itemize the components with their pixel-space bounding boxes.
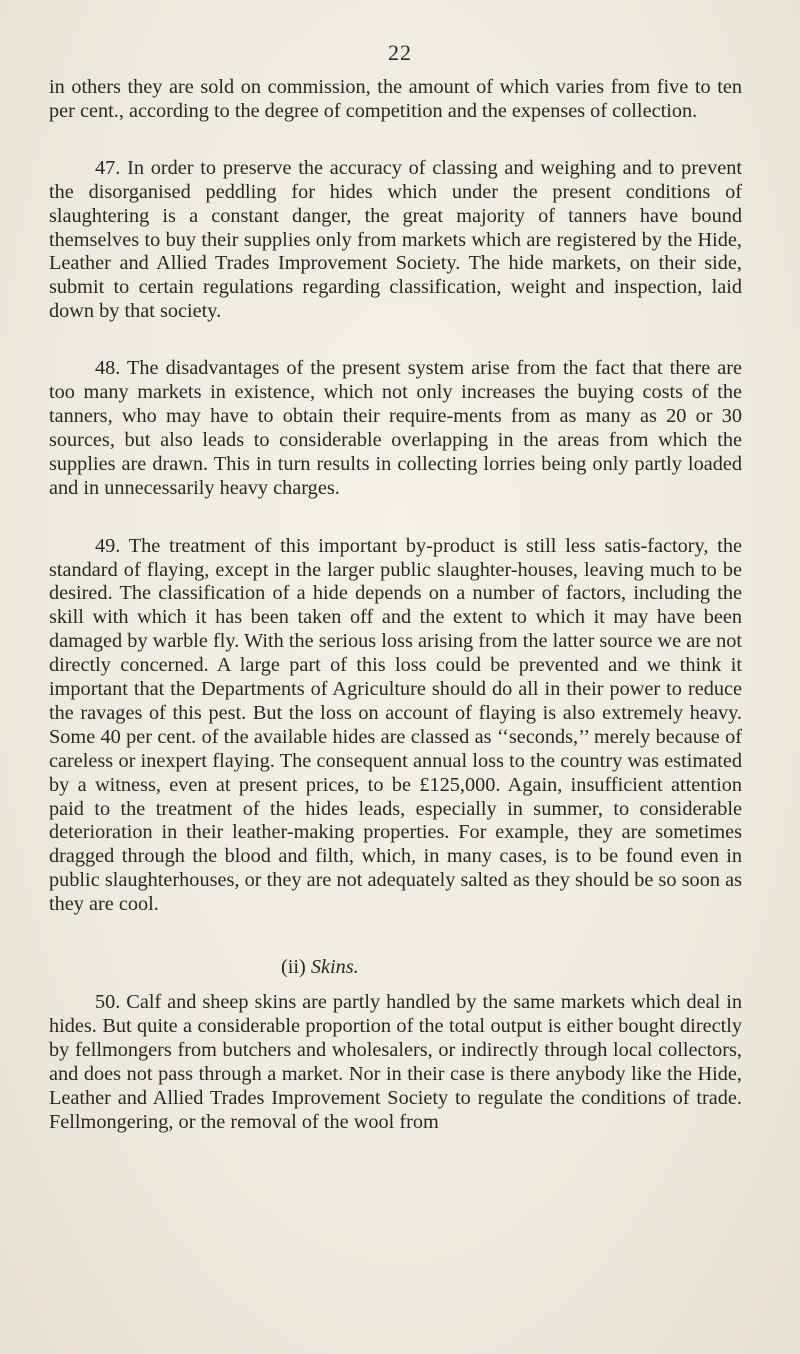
body-text — [49, 76, 742, 1167]
paragraph-continuation: in others they are sold on commission, the amount of which varies from five to ten per cent., according to the degree of competition and the expenses of collection. — [49, 76, 742, 122]
paragraph-47: 47. In order to preserve the accuracy of classing and weighing and to prevent the disorganised peddling for hides which under the present conditions of slaughtering is a constant danger, the great majority of tanners have bound themselves to buy their supplies only from markets which are registered by the Hide, Leather and Allied Trades Improvement Society. The hide markets, on their side, submit to certain regulations regarding classification, weight and inspection, laid down by that society. — [49, 156, 742, 323]
page-number: 22 — [388, 40, 412, 65]
paragraph-48: 48. The disadvantages of the present system arise from the fact that there are too many markets in existence, which not only increases the buying costs of the tanners, who may have to obtain their require-ments from as many as 20 or 30 sources, but also leads to considerable overlapping in the areas from which the supplies are drawn. This in turn results in collecting lorries being only partly loaded and in unnecessarily heavy charges. — [49, 357, 742, 499]
subheading-title: Skins. — [310, 956, 359, 979]
section-subheading — [49, 955, 742, 979]
paragraph-49: 49. The treatment of this important by-product is still less satis-factory, the standard of flaying, except in the larger public slaughter-houses, leaving much to be desired. The classification of a hide depends on a number of factors, including the skill with which it has been taken off and the extent to which it may have been damaged by warble fly. With the serious loss arising from the latter source we are not directly concerned. A large part of this loss could be prevented and we think it important that the Departments of Agriculture should do all in their power to reduce the ravages of this pest. But the loss on account of flaying is also extremely heavy. Some 40 per cent. of the available hides are classed as ‘‘seconds,’’ merely because of careless or inexpert flaying. The consequent annual loss to the country was estimated by a witness, even at present prices, to be £125,000. Again, insufficient attention paid to the treatment of the hides leads, especially in summer, to considerable deterioration in their leather-making properties. For example, they are sometimes dragged through the blood and filth, which, in many cases, is to be found even in public slaughterhouses, or they are not adequately salted as they should be so soon as they are cool. — [49, 534, 742, 916]
paragraph-50: 50. Calf and sheep skins are partly handled by the same markets which deal in hides. But quite a considerable proportion of the total output is either bought directly by fellmongers from butchers and wholesalers, or indirectly through local collectors, and does not pass through a market. Nor in their case is there anybody like the Hide, Leather and Allied Trades Improvement Society to regulate the conditions of trade. Fellmongering, or the removal of the wool from — [49, 991, 742, 1133]
subheading-number: (ii) — [281, 956, 306, 979]
